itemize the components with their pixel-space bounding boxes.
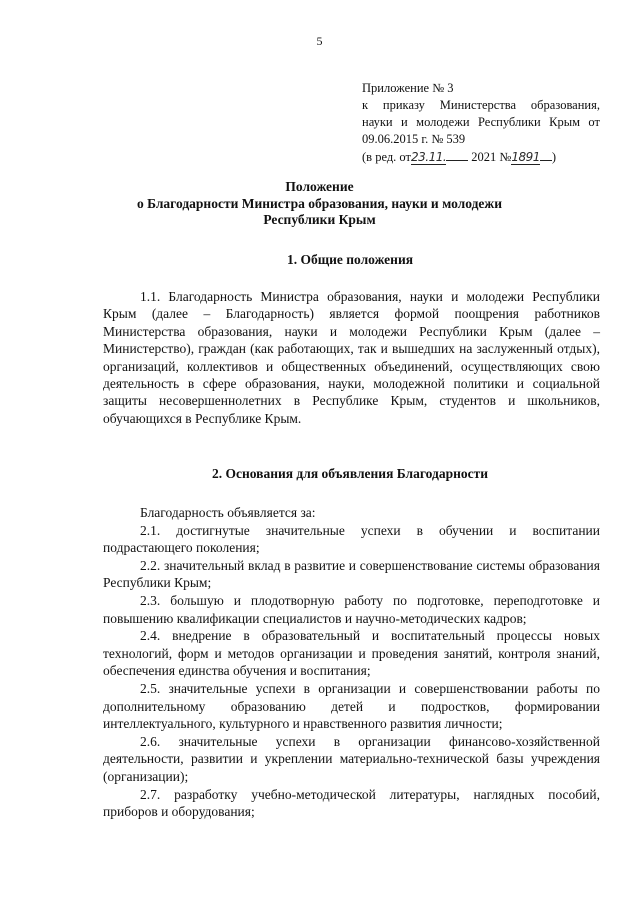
edit-suffix: ) <box>551 150 557 164</box>
section-2-intro: Благодарность объявляется за: <box>140 505 316 520</box>
list-item: 2.6. значительные успехи в организации финансово-хозяйственной деятельности, развитии и укреплении материально-технической базы учреждения (организации); <box>103 733 600 784</box>
section-2-list <box>103 504 600 821</box>
edit-prefix: (в ред. от <box>362 150 411 164</box>
list-item: 2.7. разработку учебно-методической литературы, наглядных пособий, приборов и оборудования; <box>103 786 600 820</box>
title-line-1: Положение <box>285 179 354 194</box>
appendix-number: Приложение № 3 <box>362 81 454 95</box>
list-item: 2.1. достигнутые значительные успехи в обучении и воспитании подрастающего поколения; <box>103 522 600 556</box>
appendix-edit-line <box>362 148 600 166</box>
page-number: 5 <box>316 34 323 48</box>
appendix-header <box>362 80 600 166</box>
list-item: 2.4. внедрение в образовательный и воспитательный процессы новых технологий, форм и методов организации и проведения занятий, контроля знаний, обеспечения единства обучения и воспитания; <box>103 628 600 679</box>
section-2-heading: 2. Основания для объявления Благодарности <box>211 466 489 481</box>
edit-number-handwritten: 1891 <box>511 150 540 164</box>
document-title <box>100 179 539 229</box>
appendix-order-line: к приказу Министерства образования, <box>362 98 600 112</box>
edit-date-blank <box>446 148 468 161</box>
list-item: 2.2. значительный вклад в развитие и совершенствование системы образования Республики Крым; <box>103 557 600 591</box>
edit-date-handwritten: 23.11. <box>410 150 447 164</box>
section-1-paragraph: 1.1. Благодарность Министра образования, науки и молодежи Республики Крым (далее – Благодарность) является формой поощрения работников Министерства образования, науки и молодежи Республики Крым (далее – Министерство), граждан (как работающих, так и вышедших на заслуженный отдых), организаций, коллективов и общественных объединений, осуществляющих свою деятельность в сфере образования, науки, молодежной политики и социальной защиты несовершеннолетних в Республике Крым, студентов и школьников, обучающихся в Республике Крым. <box>103 289 600 426</box>
section-1-heading: 1. Общие положения <box>286 252 414 267</box>
list-item: 2.3. большую и плодотворную работу по подготовке, переподготовке и повышению квалификации специалистов и научно-методических кадров; <box>103 592 600 626</box>
list-item: 2.5. значительные успехи в организации и совершенствовании работы по дополнительному образованию детей и подростков, формировании интеллектуального, культурного и нравственного развития личности; <box>103 680 600 732</box>
edit-year: 2021 № <box>471 150 512 164</box>
appendix-ministry-line: науки и молодежи Республики Крым от <box>362 115 600 129</box>
appendix-order-date: 09.06.2015 г. № 539 <box>362 132 466 146</box>
title-line-2: о Благодарности Министра образования, науки и молодежи <box>136 195 502 211</box>
title-line-3: Республики Крым <box>263 212 376 227</box>
edit-number-blank <box>540 148 552 161</box>
